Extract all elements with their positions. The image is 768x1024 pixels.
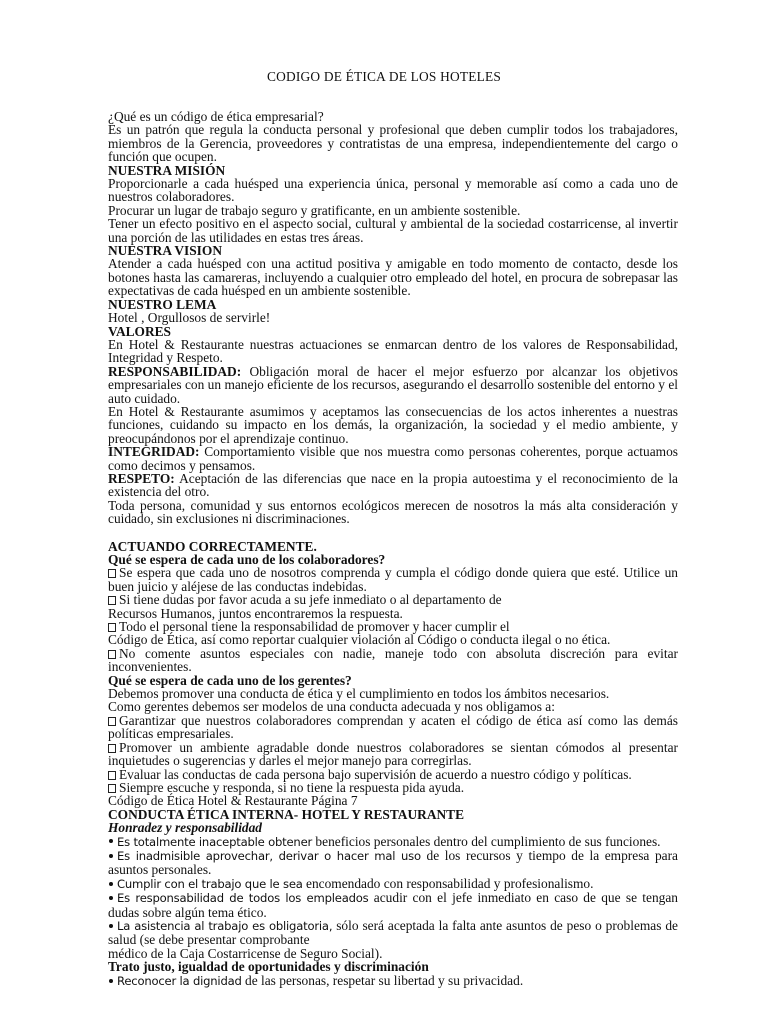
- mision-heading: NUESTRA MISIÓN: [108, 162, 226, 178]
- colaboradores-item-3: [108, 620, 678, 633]
- bullet-icon: [109, 979, 113, 983]
- valores-heading: VALORES: [108, 323, 172, 339]
- checkbox-bullet-icon: [108, 650, 116, 659]
- colaboradores-item-2-cont: Recursos Humanos, juntos encontraremos la respuesta.: [108, 605, 403, 621]
- colaboradores-item-3-text: Todo el personal tiene la responsabilidad de promover y hacer cumplir el: [119, 619, 510, 635]
- lema-heading: NUESTRO LEMA: [108, 296, 217, 312]
- actuando-heading: ACTUANDO CORRECTAMENTE.: [108, 538, 317, 554]
- honradez-item-5: [108, 919, 678, 947]
- bullet-icon: [109, 882, 113, 886]
- vision-heading: NUESTRA VISION: [108, 243, 222, 259]
- document-title: CODIGO DE ÉTICA DE LOS HOTELES: [267, 69, 501, 84]
- page-footer-text: Código de Ética Hotel & Restaurante Página 7: [108, 793, 358, 809]
- responsabilidad-paragraph-2: En Hotel & Restaurante asumimos y aceptamos las consecuencias de los actos inherentes a nuestras funciones, cuidando su impacto en los demás, la organización, la sociedad y el medio ambiente, y preocupándonos por el aprendizaje continuo.: [108, 403, 678, 446]
- honradez-item-4-text: acudir con el jefe inmediato en caso de que se tengan dudas sobre algún tema ético.: [108, 890, 678, 920]
- honradez-item-5-lead: La asistencia al trabajo es obligatoria,: [117, 918, 333, 933]
- honradez-item-4-lead: Es responsabilidad de todos los empleados: [117, 891, 369, 906]
- vision-paragraph: Atender a cada huésped con una actitud positiva y amigable en todo momento de contacto, desde los botones hasta las camareras, incluyendo a cualquier otro empleado del hotel, en procura de sobrepasar las expectativas de cada huésped en un ambiente sostenible.: [108, 256, 678, 299]
- honradez-item-3-text: encomendado con responsabilidad y profesionalismo.: [302, 875, 594, 891]
- honradez-item-5-cont: médico de la Caja Costarricense de Seguro Social).: [108, 945, 383, 961]
- respeto-label: RESPETO:: [108, 470, 175, 486]
- valores-text: En Hotel & Restaurante nuestras actuaciones se enmarcan dentro de los valores de Responsabilidad, Integridad y Respeto.: [108, 336, 678, 366]
- checkbox-bullet-icon: [108, 744, 116, 753]
- honradez-item-4: [108, 891, 678, 919]
- gerentes-question: Qué se espera de cada uno de los gerentes?: [108, 672, 352, 688]
- colaboradores-item-1: [108, 566, 678, 593]
- honradez-item-2: [108, 849, 678, 877]
- respeto-paragraph: [108, 472, 678, 499]
- colaboradores-question: Qué se espera de cada uno de los colaboradores?: [108, 552, 386, 567]
- gerentes-item-1: [108, 714, 678, 741]
- honradez-heading: Honradez y responsabilidad: [108, 820, 263, 836]
- responsabilidad-paragraph: [108, 365, 678, 405]
- colaboradores-item-4: [108, 647, 678, 674]
- section-gap: [108, 526, 678, 540]
- respeto-text: Aceptación de las diferencias que nace en la propia autoestima y el reconocimiento de la existencia del otro.: [108, 470, 678, 500]
- gerentes-item-4-text: Siempre escuche y responda, si no tiene la respuesta pida ayuda.: [119, 779, 465, 795]
- integridad-label: INTEGRIDAD:: [108, 444, 200, 460]
- gerentes-item-3: [108, 768, 678, 781]
- conducta-heading: CONDUCTA ÉTICA INTERNA- HOTEL Y RESTAURANTE: [108, 806, 465, 822]
- gerentes-item-2-text: Promover un ambiente agradable donde nuestros colaboradores se sientan cómodos al presentar inquietudes o sugerencias y darles el mejor manejo para corregirlas.: [108, 739, 678, 769]
- trato-heading: Trato justo, igualdad de oportunidades y discriminación: [108, 959, 429, 975]
- trato-item-1: [108, 974, 678, 988]
- mision-paragraph-1: Proporcionarle a cada huésped una experiencia única, personal y memorable así como a cada uno de nuestros colaboradores.: [108, 176, 678, 205]
- intro-text: Es un patrón que regula la conducta personal y profesional que deben cumplir todos los trabajadores, miembros de la Gerencia, proveedores y contratistas de una empresa, independientemente del cargo o función que ocupen.: [108, 122, 678, 165]
- gerentes-paragraph-1: Debemos promover una conducta de ética y el cumplimiento en todos los ámbitos necesarios.: [108, 686, 610, 702]
- gerentes-item-3-text: Evaluar las conductas de cada persona bajo supervisión de acuerdo a nuestro código y políticas.: [119, 766, 632, 782]
- responsabilidad-text: Obligación moral de hacer el mejor esfuerzo por alcanzar los objetivos empresariales con un manejo eficiente de los recursos, asegurando el desarrollo sostenible del entorno y el auto cuidado.: [108, 363, 678, 406]
- colaboradores-item-4-text: No comente asuntos especiales con nadie, maneje todo con absoluta discreción para evitar inconvenientes.: [108, 645, 678, 675]
- checkbox-bullet-icon: [108, 784, 116, 793]
- honradez-item-3-lead: Cumplir con el trabajo que le sea: [117, 876, 303, 891]
- checkbox-bullet-icon: [108, 717, 116, 726]
- mision-paragraph-3: Tener un efecto positivo en el aspecto social, cultural y ambiental de la sociedad costarricense, al invertir una porción de las utilidades en estas tres áreas.: [108, 216, 678, 245]
- honradez-item-3: [108, 877, 678, 891]
- checkbox-bullet-icon: [108, 771, 116, 780]
- checkbox-bullet-icon: [108, 596, 116, 605]
- bullet-icon: [109, 839, 113, 843]
- trato-item-1-lead: Reconocer la dignidad: [117, 973, 242, 988]
- colaboradores-item-2: [108, 593, 678, 606]
- document-body: [108, 110, 678, 988]
- colaboradores-item-3-cont: Código de Ética, así como reportar cualquier violación al Código o conducta ilegal o no ética.: [108, 632, 611, 648]
- responsabilidad-label: RESPONSABILIDAD:: [108, 363, 242, 379]
- respeto-paragraph-2: Toda persona, comunidad y sus entornos ecológicos merecen de nosotros la más alta consideración y cuidado, sin exclusiones ni discriminaciones.: [108, 497, 678, 527]
- honradez-item-1-text: beneficios personales dentro del cumplimiento de sus funciones.: [312, 833, 661, 849]
- honradez-item-1-lead: Es totalmente inaceptable obtener: [117, 834, 313, 849]
- honradez-item-2-text: de los recursos y tiempo de la empresa para asuntos personales.: [108, 847, 678, 878]
- honradez-item-5-text: sólo será aceptada la falta ante asuntos de peso o problemas de salud (se debe presentar comprobante: [108, 917, 678, 948]
- bullet-icon: [109, 854, 113, 858]
- colaboradores-item-1-text: Se espera que cada uno de nosotros comprenda y cumpla el código donde quiera que esté. Utilice un buen juicio y aléjese de las conductas indebidas.: [108, 565, 678, 594]
- honradez-item-1: [108, 835, 678, 849]
- checkbox-bullet-icon: [108, 569, 116, 578]
- integridad-text: Comportamiento visible que nos muestra como personas coherentes, porque actuamos como decimos y pensamos.: [108, 444, 678, 473]
- intro-question: ¿Qué es un código de ética empresarial?: [108, 109, 324, 124]
- gerentes-item-2: [108, 741, 678, 768]
- integridad-paragraph: [108, 445, 678, 472]
- gerentes-item-1-text: Garantizar que nuestros colaboradores comprendan y acaten el código de ética así como las demás políticas empresariales.: [108, 712, 678, 742]
- gerentes-item-4: [108, 781, 678, 794]
- honradez-item-2-lead: Es inadmisible aprovechar, derivar o hacer mal uso: [117, 848, 421, 863]
- colaboradores-item-2-text: Si tiene dudas por favor acuda a su jefe inmediato o al departamento de: [119, 592, 502, 608]
- gerentes-paragraph-2: Como gerentes debemos ser modelos de una conducta adecuada y nos obligamos a:: [108, 699, 555, 715]
- bullet-icon: [109, 924, 113, 928]
- lema-text: Hotel , Orgullosos de servirle!: [108, 310, 271, 326]
- trato-item-1-text: de las personas, respetar su libertad y su privacidad.: [241, 972, 524, 988]
- mision-paragraph-2: Procurar un lugar de trabajo seguro y gratificante, en un ambiente sostenible.: [108, 202, 521, 218]
- bullet-icon: [109, 896, 113, 900]
- checkbox-bullet-icon: [108, 623, 116, 632]
